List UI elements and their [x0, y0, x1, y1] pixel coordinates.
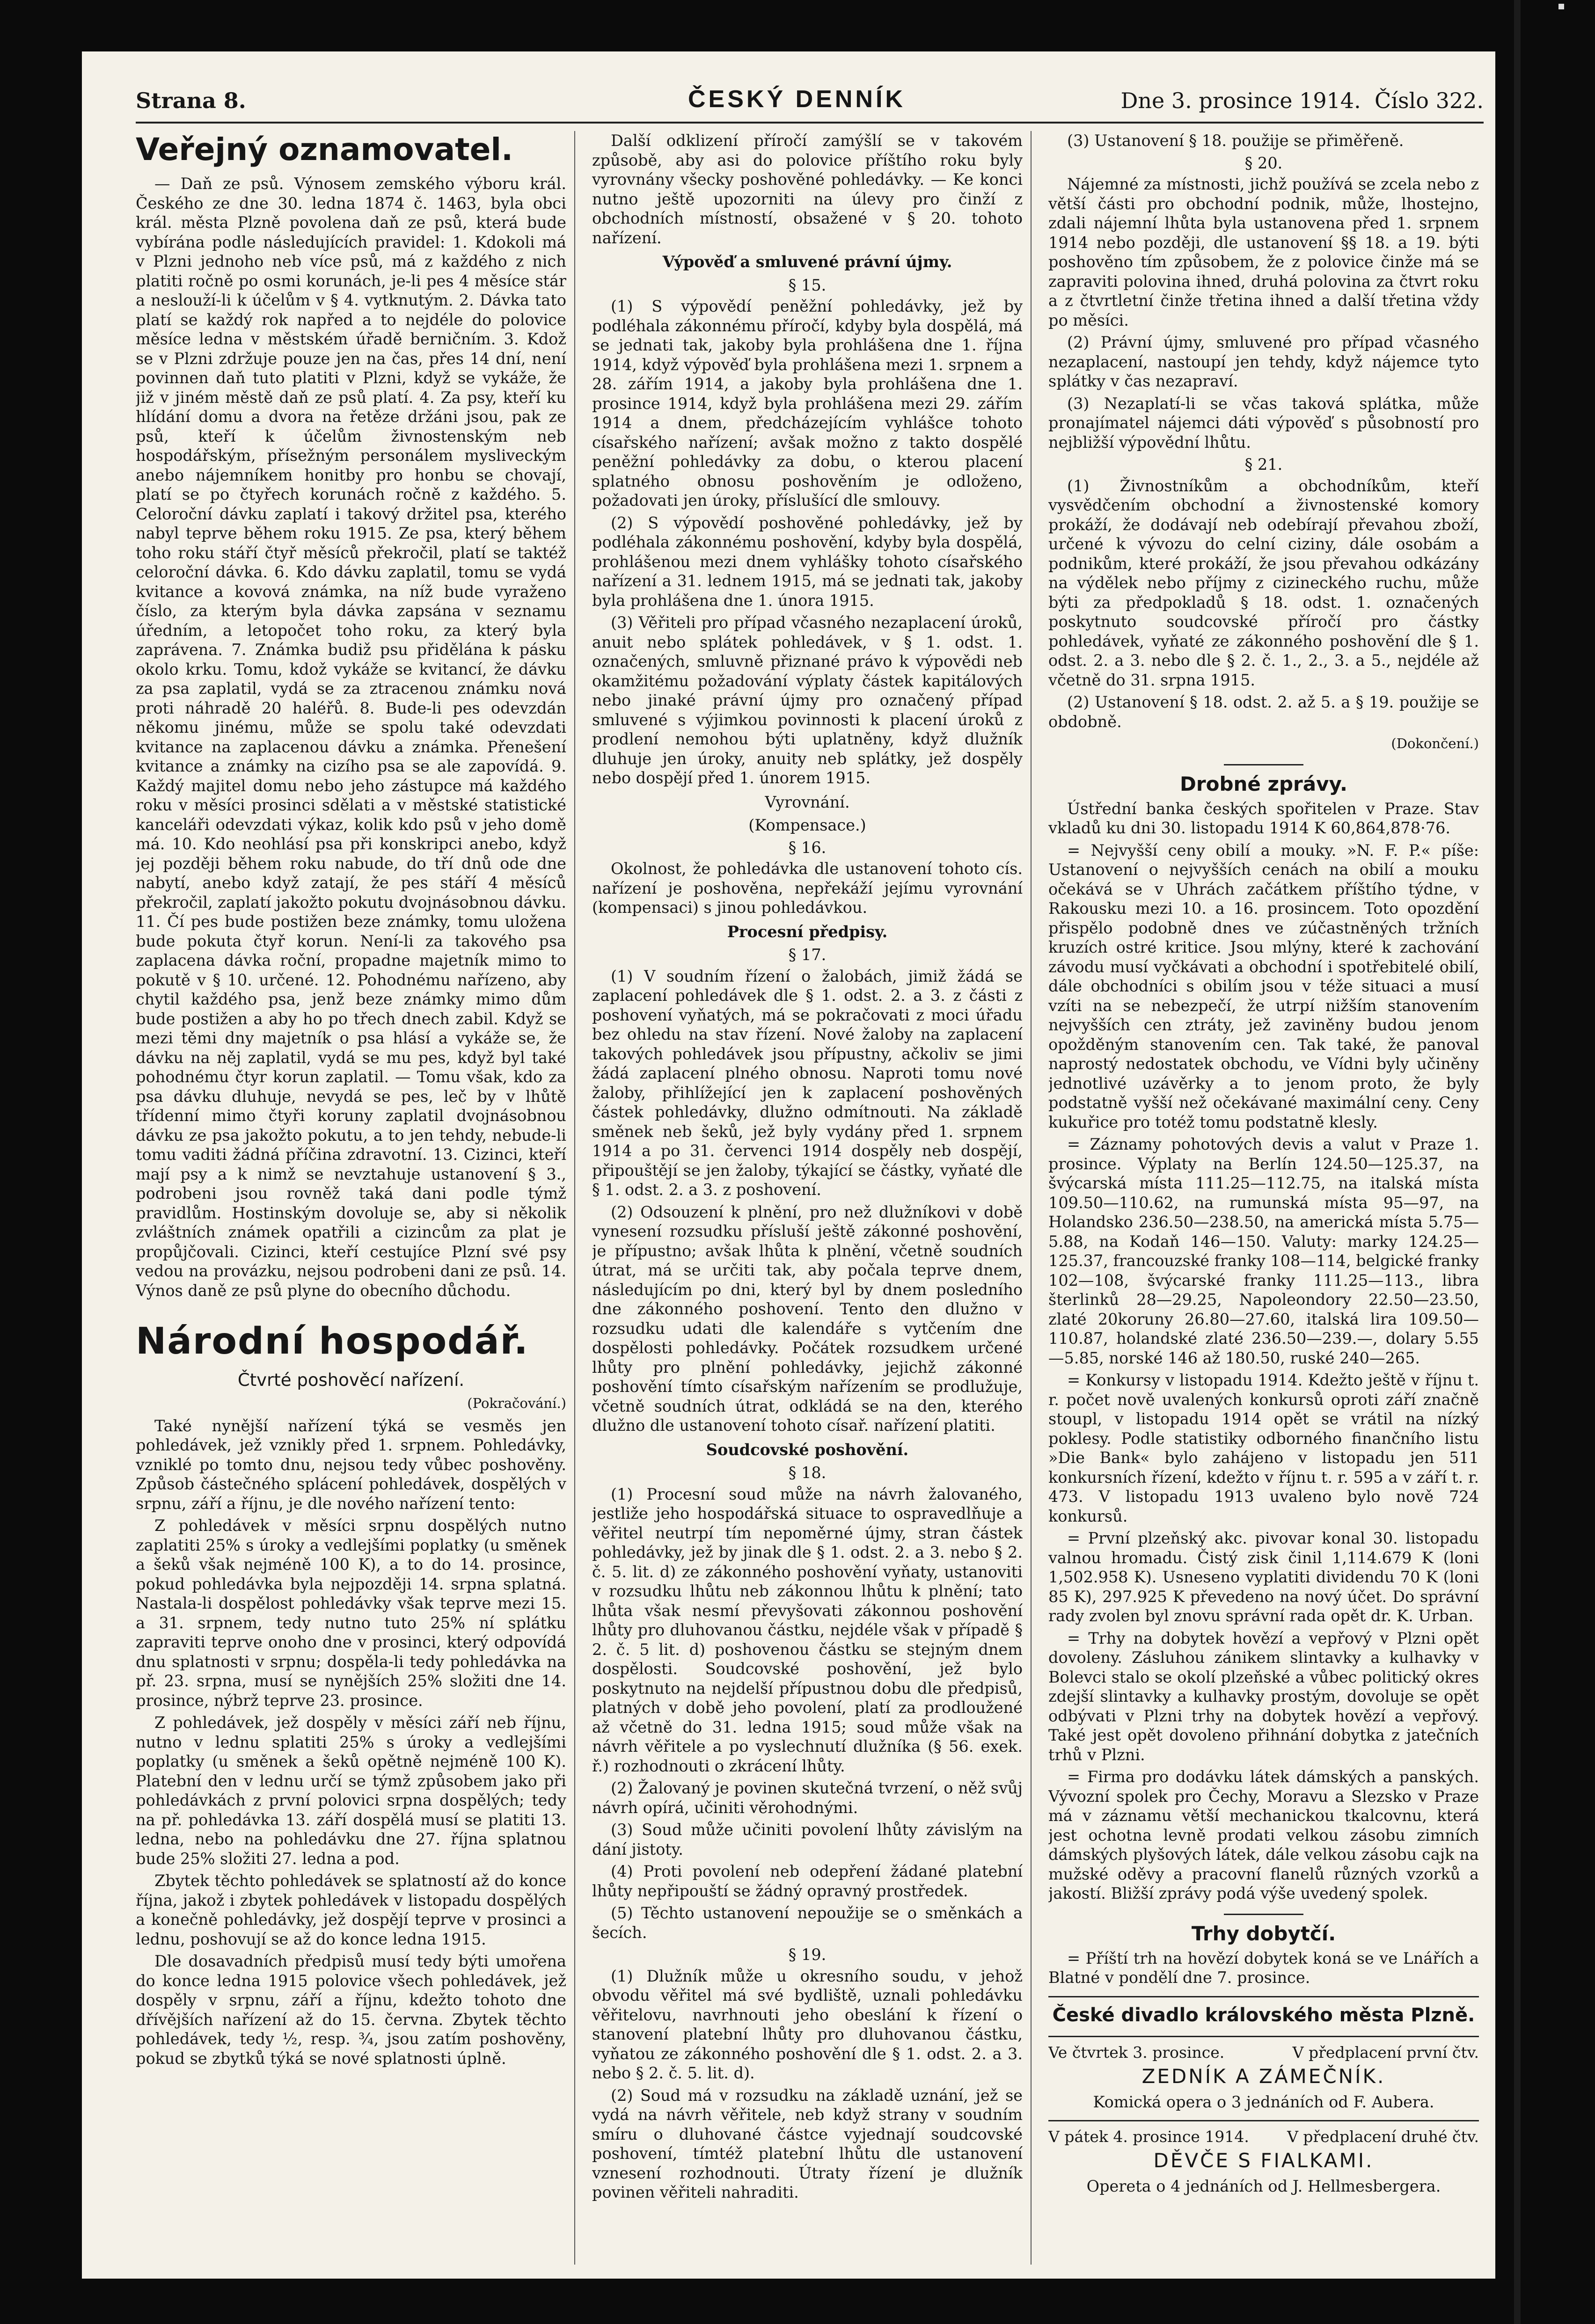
paragraph: (1) Živnostníkům a obchodníkům, kteří vysvědčením obchodní a živnostenské komory prokáží, že dodávají neb odebírají převahou zboží, určené k vývozu do celní ciziny, dále osobám a podnikům, které prokáží, že jsou převahou odkázány na výdělek nebo příjmy z cizineckého ruchu, může býti za předpokladů § 18. odst. 1. označených poskytnuto soudcovské příročí pro částky pohledávek, vyňaté ze zákonného poshovění dle § 1. odst. 2. a 3. nebo dle § 2. č. 1., 2., 3. a 5., nejdéle až včetně do 31. srpna 1915. [1048, 476, 1479, 689]
separator [1224, 1914, 1303, 1915]
issue-number: Číslo 322. [1375, 88, 1484, 113]
performance-date: Ve čtvrtek 3. prosince. [1048, 2043, 1225, 2062]
play-title: DĚVČE S FIALKAMI. [1153, 2149, 1374, 2172]
subsection-heading: Procesní předpisy. [727, 922, 888, 941]
subsection-heading: Soudcovské poshovění. [706, 1440, 909, 1459]
masthead [136, 85, 1484, 118]
news-item: = Nejvyšší ceny obilí a mouky. »N. F. P.« píše: Ustanovení o nejvyšších cenách na obilí a mouku očekává se v Uhrách začátkem příštího týdne, v Rakousku mezi 10. a 16. prosincem. Toto opozdění přispělo podobně dnes ve zúčastněných tržních kruzích ostré kritice. Jsou mlýny, které k zachování závodu musí vyčkávati a obchodní i spotřebitelé obilí, dále obchodníci s obilím jsou v téže situaci a musí vzíti na se nebezpečí, že utrpí nižším stanovením nejvyšších cen ztráty, jež zaviněny budou jenom opožděným stanovením cen. Tak také, že panoval naprostý nedostatek obchodu, ve Vídni byly učiněny jednotlivé uzávěrky a to jenom proto, že byly podstatně vyšší než očekávané maximální ceny. Ceny kukuřice pro totéž tomu podstatně klesly. [1048, 841, 1479, 1131]
paragraph: Z pohledávek, jež dospěly v měsíci září neb říjnu, nutno v lednu splatiti 25% s úroky a vedlejšími poplatky (u směnek a šeků opětně nejméně 100 K). Platební den v lednu určí se týmž způsobem jako při pohledávkách z první polovici srpna dospělých; tedy na př. pohledávka 13. září dospělá musí se platiti 13. ledna, nebo na pohledávku dne 27. října splatnou bude 25% složiti 27. ledna a pod. [136, 1713, 566, 1868]
separator [1224, 764, 1303, 765]
subscription-note: V předplacení druhé čtv. [1287, 2127, 1479, 2146]
paragraph: (2) Žalovaný je povinen skutečná tvrzení, o něž svůj návrh opírá, učiniti věrohodnými. [592, 1779, 1023, 1817]
column-1 [136, 131, 566, 2265]
play-title: ZEDNÍK A ZÁMEČNÍK. [1141, 2064, 1386, 2088]
paragraph: (3) Ustanovení § 18. použije se přiměřeně. [1067, 131, 1404, 150]
paragraph: Dle dosavadních předpisů musí tedy býti umořena do konce ledna 1915 polovice všech pohledávek, jež dospěly v srpnu, září a říjnu, kdežto tohoto dne dřívějších nařízení až do 15. června. Zbytek těchto pohledávek, tedy ½, resp. ¾, jsou zatím poshověny, pokud se zbytků týká se nové splatnosti úplně. [136, 1952, 566, 2068]
article-title: Čtvrté poshověcí nařízení. [237, 1370, 465, 1390]
paragraph: Nájemné za místnosti, jichž používá se zcela nebo z větší části pro obchodní podnik, může, lhostejno, zdali nájemní lhůta byla ustanovena před 1. srpnem 1914 nebo později, dle ustanovení §§ 18. a 19. býti poshověno tím způsobem, že z polovice činže má se zapraviti polovina ihned, druhá polovina za čtvrt roku a z čtvrtletní činže třetina ihned a další třetina vždy po měsíci. [1048, 175, 1479, 329]
section-number: § 17. [788, 946, 827, 964]
paragraph: (1) Procesní soud může na návrh žalovaného, jestliže jeho hospodářská situace to ospravedlňuje a věřitel neutrpí tím nepoměrné újmy, stran částek pohledávky, jež by jinak dle § 1. odst. 2. a 3. nebo § 2. č. 5. lit. d) ze zákonného poshovění vyňaty, ustanoviti v rozsudku lhůtu neb zákonnou lhůtu k plnění; tato lhůta však nesmí převyšovati zákonnou poshovění lhůty pro dluhovanou částku, nejdéle však v případě § 2. č. 5 lit. d) poshovenou částku se stejným dnem dospělosti. Soudcovské poshovění, jež bylo poskytnuto na nejdelší přípustnou dobu dle předpisů, platných v době jeho povolení, platí za prodloužené až včetně do 31. ledna 1915; soud může však na návrh věřitele a po vyslechnutí dlužníka (§ 56. exek. ř.) rozhodnouti o zkrácení lhůty. [592, 1485, 1023, 1775]
rule [1048, 1996, 1479, 1997]
column-2 [592, 131, 1023, 2265]
paragraph: (2) Právní újmy, smluvené pro případ včasného nezaplacení, nastoupí jen tehdy, když nájemce tyto splátky v čas nezapraví. [1048, 333, 1479, 390]
paragraph: (1) S výpovědí peněžní pohledávky, jež by podléhala zákonnému příročí, kdyby byla dospělá, má se jednati tak, jakoby byla prohlášena dne 1. října 1914, když výpověď byla prohlášena mezi 1. srpnem a 28. zářím 1914, a jakoby byla prohlášena dne 1. prosince 1914, když byla prohlášena mezi 29. zářím 1914 a dnem, předcházejícím vyhlášce tohoto císařského nařízení; avšak možno z takto dospělé peněžní pohledávky za dobu, o kterou placení splatného obnosu poshověním je odloženo, požadovati jen úroky, příslušící dle smlouvy. [592, 297, 1023, 510]
subsection-heading: Výpověď a smluvené právní újmy. [662, 253, 952, 271]
paragraph: (1) V soudním řízení o žalobách, jimiž žádá se zaplacení pohledávek dle § 1. odst. 2. a 3. z části z poshovení vyňatých, má se pokračovati z moci úřadu bez ohledu na stav řízení. Nové žaloby na zaplacení takových pohledávek jsou přípustny, ačkoliv se jimi žádá zaplacení plného obnosu. Naproti tomu nové žaloby, přihlížející jen k zaplacení poshověných částek pohledávky, dlužno odmítnouti. Na základě směnek neb šeků, jež byly vydány před 1. srpnem 1914 a po 31. červenci 1914 dospěly neb dospějí, připouštějí se jen žaloby, týkající se částky, vyňaté dle § 1. odst. 2. a 3. z poshovení. [592, 967, 1023, 1199]
scan-edge [1514, 0, 1521, 2324]
paragraph: (3) Věřiteli pro případ včasného nezaplacení úroků, anuit nebo splátek pohledávek, v § 1. odst. 1. označených, smluvně přiznané právo k výpovědi neb okamžitému požadování výplaty částek kapitálových nebo jinaké právní újmy pro označený případ smluvené s výjimkou povinnosti k placení úroků z prodlení nemohou býti uplatněny, když dlužník dluhuje jen úroky, anuity neb splátky, jež dospěly nebo dospějí před 1. únorem 1915. [592, 613, 1023, 787]
rule [1048, 2120, 1479, 2121]
play-description: Komická opera o 3 jednáních od F. Aubera. [1093, 2092, 1434, 2111]
paragraph: (2) Odsouzení k plnění, pro než dlužníkovi v době vynesení rozsudku přísluší ještě zákonné poshovění, je přípustno; avšak lhůta k plnění, včetně soudních útrat, má se určiti tak, aby počala teprve dnem, následujícím po dni, který byl by dnem posledního dne zákonného poshovení. Tento den dlužno v rozsudku udati dle kalendáře s vytčením dne dospělosti pohledávky. Počátek rozsudkem určené lhůty pro plnění pohledávky, jejichž zákonné poshovění tímto císařským nařízením se prodlužuje, včetně soudních útrat, odkládá se na den, kterého dlužno dle ustanovení tohoto císař. nařízení platiti. [592, 1202, 1023, 1435]
theatre-heading: České divadlo královského města Plzně. [1052, 2004, 1475, 2026]
newspaper-page [82, 51, 1495, 2279]
section-number: § 20. [1244, 153, 1283, 172]
issue-date [1121, 88, 1484, 113]
news-item: = První plzeňský akc. pivovar konal 30. listopadu valnou hromadu. Čistý zisk činil 1,114.679 K (loni 1,502.958 K). Usneseno vyplatiti dividendu 70 K (loni 85 K), 297.925 K převedeno na nový účet. Do správní rady zvolen byl znovu správní rada opět dr. K. Urban. [1048, 1529, 1479, 1625]
date-text: Dne 3. prosince 1914. [1120, 88, 1361, 113]
subsection-subheading: (Kompensace.) [748, 816, 866, 834]
newspaper-title: ČESKÝ DENNÍK [688, 86, 906, 113]
paragraph: Zbytek těchto pohledávek se splatností až do konce října, jakož i zbytek pohledávek v listopadu dospělých a konečně pohledávky, jež dospějí teprve v prosinci a lednu, poshovují se až do konce ledna 1915. [136, 1872, 566, 1948]
paragraph: (5) Těchto ustanovení nepoužije se o směnkách a šecích. [592, 1904, 1023, 1942]
paragraph: Také nynější nařízení týká se vesměs jen pohledávek, jež vznikly před 1. srpnem. Pohledávky, vzniklé po tomto dnu, nejsou tedy vůbec poshověny. Způsob částečného splácení pohledávek, dospělých v srpnu, září a říjnu, je dle nového nařízení tento: [136, 1416, 566, 1513]
section-number: § 21. [1244, 455, 1283, 474]
subsection-heading: Vyrovnání. [765, 793, 850, 811]
paragraph: Z pohledávek v měsíci srpnu dospělých nutno zaplatiti 25% s úroky a vedlejšími poplatky (u směnek a šeků však nejméně 100 K), a to do 14. prosince, pokud pohledávka byla nejpozději 14. srpna splatná. Nastala-li dospělost pohledávky však teprve mezi 15. a 31. srpnem, tedy nutno tuto 25% ní splátku zapraviti teprve onoho dne v prosinci, který odpovídá dnu splatnosti v srpnu; dospěla-li tedy pohledávka na př. 23. srpna, musí se nynějších 25% složiti dne 14. prosince, nýbrž teprve 23. prosince. [136, 1516, 566, 1710]
continuation-note: (Pokračování.) [467, 1395, 566, 1411]
end-note: (Dokončení.) [1391, 736, 1479, 751]
subscription-note: V předplacení první čtv. [1292, 2043, 1479, 2062]
news-item: = Trhy na dobytek hovězí a vepřový v Plzni opět dovoleny. Zásluhou zánikem slintavky a kulhavky v Bolevci stalo se okolí plzeňské a vůbec politický okres zdejší slintavky a kulhavky prostým, dovoluje se opět odbývati v Plzni trhy na dobytek hovězí a vepřový. Také jest opět dovoleno přihnání dobytka z jatečních trhů v Plzni. [1048, 1629, 1479, 1764]
paragraph: (3) Soud může učiniti povolení lhůty závislým na dání jistoty. [592, 1821, 1023, 1858]
section-heading-drobne-zpravy: Drobné zprávy. [1180, 772, 1347, 795]
column-divider [574, 131, 575, 2265]
paragraph: (4) Proti povolení neb odepření žádané platební lhůty nepřipouští se žádný opravný prostředek. [592, 1862, 1023, 1900]
section-number: § 18. [788, 1464, 827, 1482]
section-number: § 16. [788, 838, 827, 857]
article-dog-tax: — Daň ze psů. Výnosem zemského výboru král. Českého ze dne 30. ledna 1874 č. 1463, byla obci král. města Plzně povolena daň ze psů, která bude vybírána podle následujících pravidel: 1. Kdokoli má v Plzni jednoho neb více psů, má z každého z nich platiti ročně po osmi korunách, je-li pes 4 měsíce stár a neslouží-li k účelům v § 4. vytknutým. 2. Dávka tato platí se každý rok napřed a to nejdéle do polovice měsíce ledna v městském úřadě berničním. 3. Kdož se v Plzni zdržuje pouze jen na čas, přes 14 dní, není povinnen daň tuto platiti v Plzni, když se vykáže, že již v jiném městě daň ze psů platí. 4. Za psy, kteří ku hlídání domu a dvora na řetěze držáni jsou, pak ze psů, kteří k účelům živnostenským neb hospodářským, přísežným personálem mysliveckým anebo nájemníkem honitby pro honbu se chovají, platí se po čtyřech korunách ročně z každého. 5. Celoroční dávku zaplatí i takový držitel psa, kterého nabyl teprve během roku 1915. Ze psa, který během toho roku stáří čtyř měsíců překročil, platí se taktéž celoroční dávka. 6. Kdo dávku zaplatil, tomu se vydá kvitance a kovová známka, na níž bude vyraženo číslo, za kterým byla dávka zapsána v seznamu úředním, a letopočet toho roku, za který byla zaprávena. 7. Známka budiž psu přidělána k pásku okolo krku. Tomu, kdož vykáže se kvitancí, že dávku za psa zaplatil, vydá se za ztracenou známku nová proti náhradě 20 haléřů. 8. Bude-li pes odevzdán někomu jinému, může se spolu také odevzdati kvitance na zaplacenou dávku a známka. Přenešení kvitance a známky na cizího psa se ale zapovídá. 9. Každý majitel domu nebo jeho zástupce má každého roku v měsíci prosinci sdělati a v městské statistické kanceláři odevzdati výkaz, kolik kdo psů v jeho domě má. 10. Kdo neohlásí psa při konskripci anebo, když jej později během roku nabude, do tří dnů ode dne nabytí, anebo když zatají, že pes stáří 4 měsíců překročil, zaplatí jakožto pokutu dvojnásobnou dávku. 11. Čí pes bude postižen beze známky, tomu uložena bude pokuta čtyř korun. Není-li za takového psa zaplacena dávka roční, propadne majetník mimo to pokutě v § 10. určené. 12. Pohodnému nařízeno, aby chytil každého psa, jenž beze známky mimo dům bude postižen a aby ho po třech dnech zabil. Když se mezi těmi dny majetník o psa hlásí a vykáže se, že dávku na něj zaplatil, vydá se mu pes, když byl také pohodnému čtyr korun zaplatil. — Tomu však, kdo za psa dávku dluhuje, nevydá se pes, leč by v lhůtě třídenní mimo čtyři koruny zaplatil dvojnásobnou dávku ze psa jakožto pokutu, a to jen tehdy, nebude-li tomu vaditi žádná příčina zdravotní. 13. Cizinci, kteří mají psy a k nimž se nevztahuje ustanovení § 3., podrobeni jsou rovněž taká dani podle týmž pravidlům. Hostinským dovoluje se, aby si několik zvláštních známek opatřili a cizincům za plat je propůjčovali. Cizinci, kteří cestujíce Plzní své psy vedou na provázku, nejsou podrobeni dani ze psů. 14. Výnos daně ze psů plyne do obecního důchodu. [136, 175, 566, 1300]
section-heading-narodni-hospodar: Národní hospodář. [136, 1320, 529, 1362]
paragraph: (1) Dlužník může u okresního soudu, v jehož obvodu věřitel má své bydliště, uznali pohledávku věřitelovu, navrhnouti jeho obeslání k řízení o stanovení platební lhůty pro dluhovanou částku, vyňatou ze zákonného poshovění dle § 1. odst. 2. a 3. nebo § 2. č. 5. lit. d). [592, 1967, 1023, 2082]
paragraph: (2) S výpovědí poshověné pohledávky, jež by podléhala zákonnému poshovění, kdyby byla dospělá, prohlášenou mezi dnem vyhlášky tohoto císařského nařízení a 31. lednem 1915, má se jednati tak, jakoby byla prohlášena dne 1. února 1915. [592, 513, 1023, 610]
paragraph: Další odklizení příročí zamýšlí se v takovém způsobě, aby asi do polovice příštího roku byly vyrovnány všecky poshověné pohledávky. — Ke konci nutno ještě upozorniti na úlevy pro činží z obchodních místností, obsažené v § 20. tohoto nařízení. [592, 131, 1023, 247]
news-item: Ústřední banka českých spořitelen v Praze. Stav vkladů ku dni 30. listopadu 1914 K 60,864,878·76. [1048, 799, 1479, 837]
section-number: § 15. [788, 276, 827, 294]
performance-line [1048, 2127, 1479, 2146]
rule [1048, 2036, 1479, 2037]
column-divider [1031, 131, 1032, 2265]
news-item: = Konkursy v listopadu 1914. Kdežto ještě v říjnu t. r. počet nově uvalených konkursů oproti září značně stoupl, v listopadu 1914 opět se vrátil na nízký poklesy. Podle statistiky odborného finančního listu »Die Bank« bylo zahájeno v listopadu jen 511 konkursních řízení, kdežto v říjnu t. r. 595 a v září t. r. 473. V listopadu 1913 uvaleno bylo nově 724 konkursů. [1048, 1371, 1479, 1525]
section-heading-trhy: Trhy dobytčí. [1191, 1922, 1336, 1945]
paragraph: (2) Soud má v rozsudku na základě uznání, jež se vydá na návrh věřitele, neb když strany v soudním smíru o dluhované částce vyjednají soudcovské poshovení, tímtéž platební lhůtu dle ustanovení vznesení rozhodnouti. Útraty řízení je dlužník povinen věřiteli nahraditi. [592, 2086, 1023, 2201]
news-item: = Záznamy pohotových devis a valut v Praze 1. prosince. Výplaty na Berlín 124.50—125.37, na švýcarská místa 111.25—112.75, na italská místa 109.50—110.62, na rumunská místa 95—97, na Holandsko 236.50—238.50, na americká místa 5.75—5.88, na Kodaň 146—150. Valuty: marky 124.25—125.37, francouzské franky 108—114, belgické franky 102—108, švýcarské franky 111.25—113., libra šterlinků 28—29.25, Napoleondory 22.50—23.50, zlaté 20koruny 26.80—27.60, italská lira 109.50—110.87, holandské zlaté 236.50—239.—, dolary 5.55—5.85, norské 146 až 180.50, ruské 240—265. [1048, 1135, 1479, 1367]
play-description: Opereta o 4 jednáních od J. Hellmesbergera. [1086, 2177, 1441, 2195]
scan-corner-mark [1558, 4, 1564, 9]
page-number: Strana 8. [136, 88, 246, 113]
paragraph: Okolnost, že pohledávka dle ustanovení tohoto cís. nařízení je poshověna, nepřekáží jejímu vyrovnání (kompensaci) s jinou pohledávkou. [592, 860, 1023, 917]
section-heading-verejny: Veřejný oznamovatel. [136, 131, 513, 168]
column-3 [1048, 131, 1479, 2265]
paragraph: (2) Ustanovení § 18. odst. 2. až 5. a § 19. použije se obdobně. [1048, 693, 1479, 731]
masthead-rule [136, 122, 1484, 124]
news-item: = Firma pro dodávku látek dámských a panských. Vývozní spolek pro Čechy, Moravu a Slezsko v Praze má v záznamu větší mechanickou tkalcovnu, která jest ochotna levně prodati velkou zásobu zimních dámských plyšových látek, dále velkou zásobu cajk na mužské oděvy a pracovní flanelů různých vzorků a jakostí. Bližší zprávy podá výše uvedený spolek. [1048, 1768, 1479, 1902]
news-item: = Příští trh na hovězí dobytek koná se ve Lnářích a Blatné v pondělí dne 7. prosince. [1048, 1949, 1479, 1987]
paragraph: (3) Nezaplatí-li se včas taková splátka, může pronajímatel nájemci dáti výpověď s působností pro nejbližší výpovědní lhůtu. [1048, 394, 1479, 452]
performance-line [1048, 2043, 1479, 2062]
performance-date: V pátek 4. prosince 1914. [1048, 2127, 1249, 2146]
section-number: § 19. [788, 1945, 827, 1964]
